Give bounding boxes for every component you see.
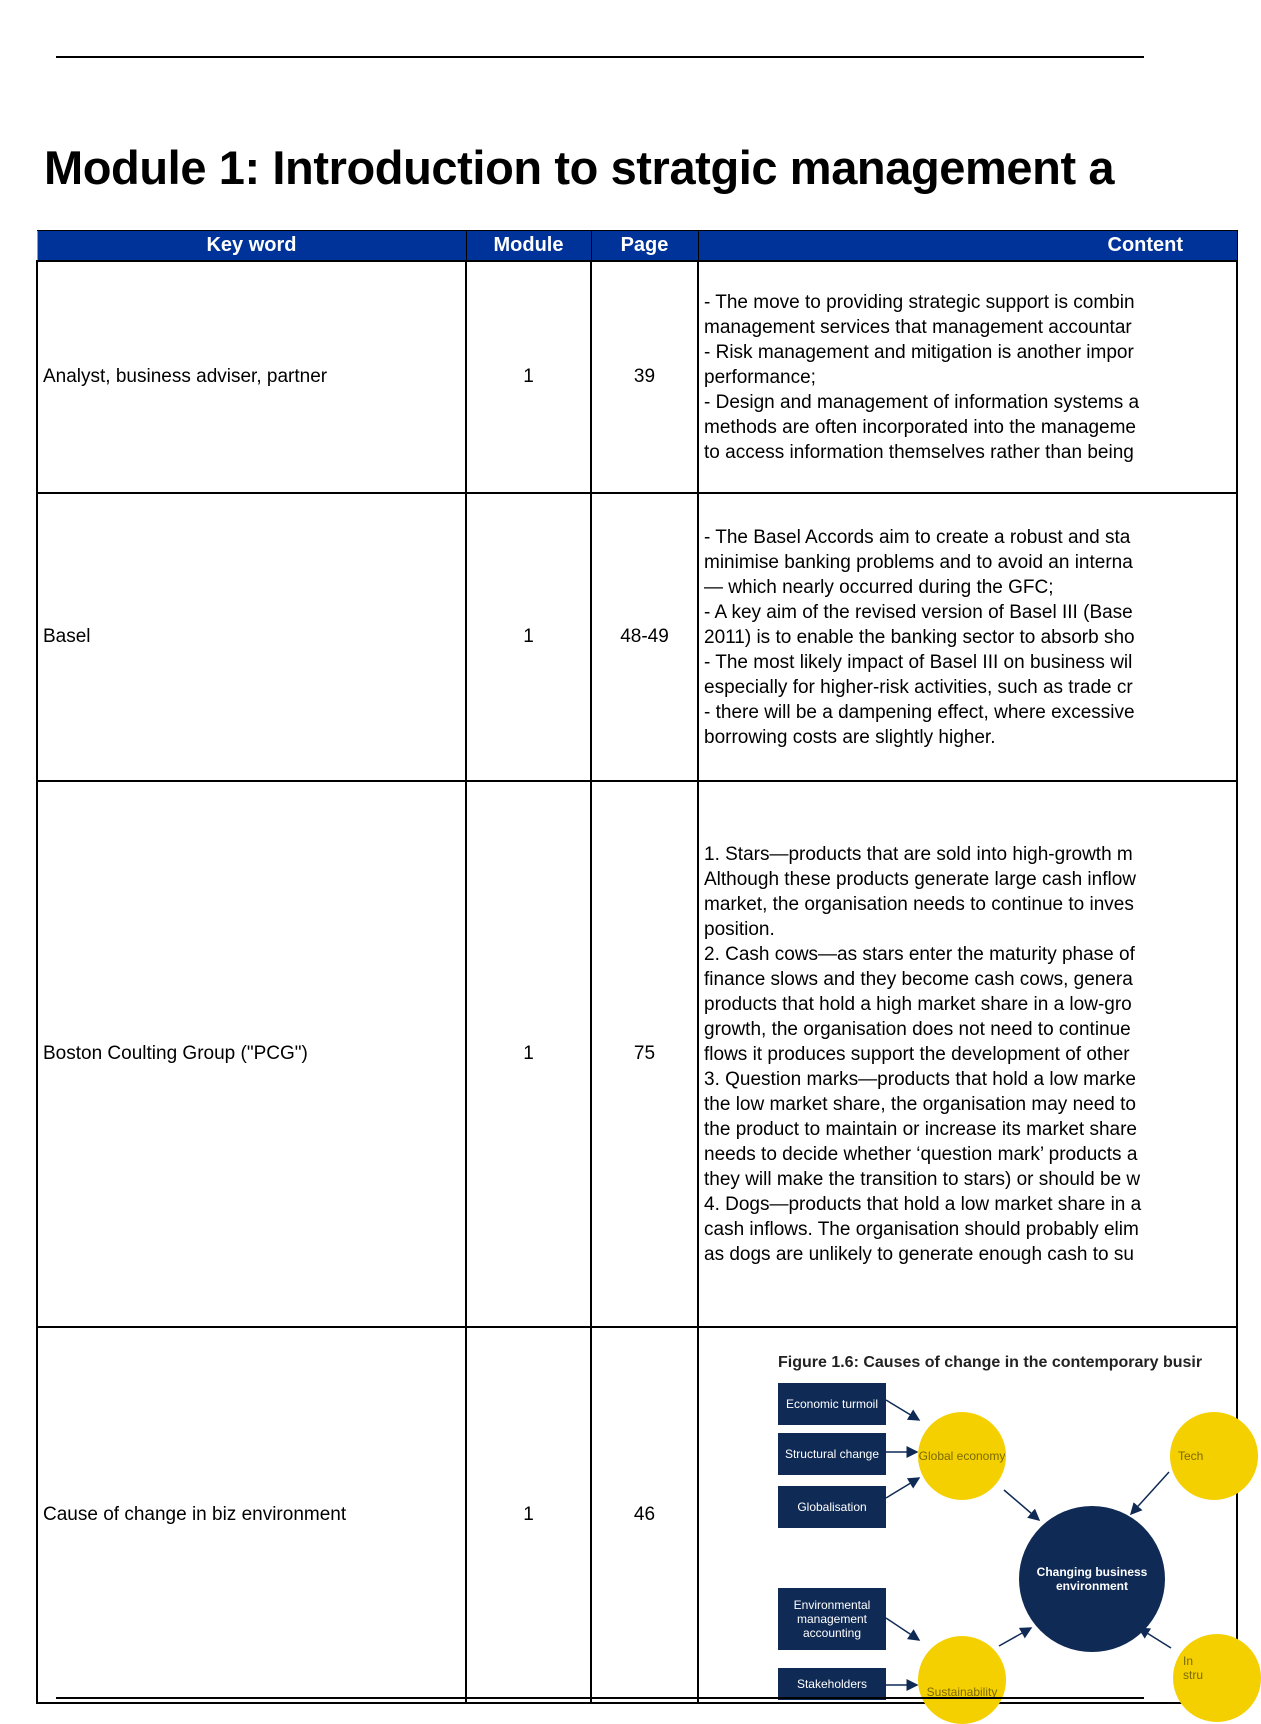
content-line: 2. Cash cows—as stars enter the maturity phase of (704, 943, 1135, 965)
page-cell: 48-49 (591, 493, 698, 781)
stakeholders-box: Stakeholders (778, 1668, 886, 1700)
technology-circle: Tech (1170, 1412, 1258, 1500)
page-cell: 39 (591, 261, 698, 493)
header-page: Page (591, 231, 698, 262)
keyword-cell: Basel (37, 493, 466, 781)
content-line: to access information themselves rather than being (704, 441, 1134, 463)
content-line: as dogs are unlikely to generate enough cash to su (704, 1243, 1134, 1265)
keyword-table (36, 230, 1238, 1704)
environmental-management-accounting-box: Environmental management accounting (778, 1588, 886, 1650)
changing-business-environment-circle: Changing business environment (1019, 1506, 1165, 1652)
content-line: products that hold a high market share in a low-gro (704, 993, 1132, 1015)
header-keyword: Key word (37, 231, 466, 262)
page-title: Module 1: Introduction to stratgic management a (44, 141, 1115, 194)
globalisation-box: Globalisation (778, 1486, 886, 1528)
module-cell: 1 (466, 493, 591, 781)
content-line: - there will be a dampening effect, where excessive (704, 701, 1135, 723)
content-line: they will make the transition to stars) or should be w (704, 1168, 1141, 1190)
content-line: especially for higher-risk activities, such as trade cr (704, 676, 1133, 698)
content-line: needs to decide whether ‘question mark’ products a (704, 1143, 1138, 1165)
content-line: cash inflows. The organisation should probably elim (704, 1218, 1139, 1240)
content-line: the low market share, the organisation may need to (704, 1093, 1136, 1115)
keyword-cell: Analyst, business adviser, partner (37, 261, 466, 493)
content-lines (704, 842, 1236, 1267)
bottom-rule (56, 1697, 1144, 1699)
sustainability-circle: Sustainability (918, 1636, 1006, 1724)
content-line: - Risk management and mitigation is another impor (704, 341, 1134, 363)
content-cell (698, 493, 1237, 781)
content-cell (698, 1327, 1237, 1703)
content-line: methods are often incorporated into the manageme (704, 416, 1136, 438)
figure-title: Figure 1.6: Causes of change in the contemporary busir (778, 1354, 1203, 1371)
content-line: - The most likely impact of Basel III on business wil (704, 651, 1133, 673)
innovation-circle (1173, 1634, 1261, 1722)
innovation-label: In (1183, 1654, 1194, 1668)
content-cell (698, 781, 1237, 1327)
content-line: - The Basel Accords aim to create a robust and sta (704, 526, 1131, 548)
economic-turmoil-box: Economic turmoil (778, 1383, 886, 1425)
table-header-row (37, 231, 1237, 262)
module-cell: 1 (466, 1327, 591, 1703)
content-line: 1. Stars—products that are sold into high-growth m (704, 843, 1133, 865)
table-row (37, 781, 1237, 1327)
content-line: 4. Dogs—products that hold a low market share in a (704, 1193, 1142, 1215)
module-cell: 1 (466, 261, 591, 493)
structural-change-box: Structural change (778, 1433, 886, 1475)
content-line: — which nearly occurred during the GFC; (704, 576, 1054, 598)
content-line: performance; (704, 366, 816, 388)
content-lines (704, 525, 1236, 750)
keyword-cell: Cause of change in biz environment (37, 1327, 466, 1703)
content-cell (698, 261, 1237, 493)
content-line: growth, the organisation does not need to continue (704, 1018, 1131, 1040)
content-line: - The move to providing strategic support is combin (704, 291, 1135, 313)
structure-label: stru (1183, 1668, 1204, 1682)
table-row (37, 493, 1237, 781)
table-row (37, 1327, 1237, 1703)
content-line: - Design and management of information systems a (704, 391, 1140, 413)
content-line: the product to maintain or increase its market share (704, 1118, 1137, 1140)
content-line: - A key aim of the revised version of Basel III (Base (704, 601, 1133, 623)
page-cell: 46 (591, 1327, 698, 1703)
page-cell: 75 (591, 781, 698, 1327)
content-line: management services that management accountar (704, 316, 1132, 338)
content-line: finance slows and they become cash cows, genera (704, 968, 1133, 990)
table-row (37, 261, 1237, 493)
content-line: flows it produces support the development of other (704, 1043, 1130, 1065)
content-line: 3. Question marks—products that hold a low marke (704, 1068, 1136, 1090)
top-rule (56, 56, 1144, 58)
content-lines (704, 290, 1236, 465)
module-cell: 1 (466, 781, 591, 1327)
content-line: market, the organisation needs to continue to inves (704, 893, 1134, 915)
figure-causes-of-change (699, 1328, 1236, 1700)
header-content: Content (698, 231, 1237, 262)
content-line: minimise banking problems and to avoid an interna (704, 551, 1133, 573)
global-economy-circle: Global economy (918, 1412, 1006, 1500)
content-line: Although these products generate large cash inflow (704, 868, 1136, 890)
content-line: borrowing costs are slightly higher. (704, 726, 996, 748)
content-line: position. (704, 918, 775, 940)
content-line: 2011) is to enable the banking sector to absorb sho (704, 626, 1135, 648)
keyword-cell: Boston Coulting Group ("PCG") (37, 781, 466, 1327)
header-module: Module (466, 231, 591, 262)
